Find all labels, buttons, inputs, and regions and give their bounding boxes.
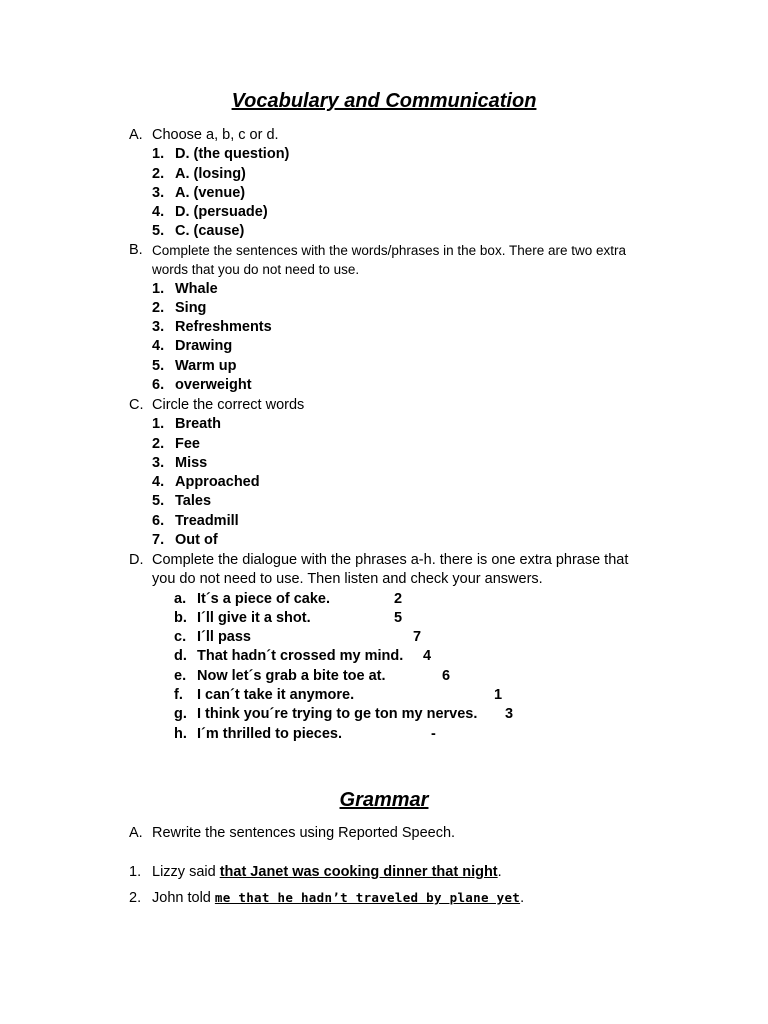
list-item: 4. Drawing xyxy=(152,338,233,355)
section-instruction: Complete the sentences with the words/phrases in the box. There are two extra words that you do not need to use. xyxy=(152,243,627,278)
list-item: 6. overweight xyxy=(152,377,252,394)
list-item: b. I´ll give it a shot. 5 xyxy=(129,609,689,628)
section-instruction: Circle the correct words xyxy=(152,397,305,413)
list-item: 5. Tales xyxy=(152,493,212,510)
list-item: a. It´s a piece of cake. 2 xyxy=(129,590,689,609)
written-answer: that Janet was cooking dinner that night xyxy=(219,864,498,880)
list-item: 2. Fee xyxy=(152,435,200,452)
answer-number: - xyxy=(431,725,436,742)
list-item: 1. Breath xyxy=(152,416,221,433)
section-letter: C. xyxy=(129,397,144,413)
vocabulary-title: Vocabulary and Communication xyxy=(231,90,537,112)
list-item: g. I think you´re trying to ge ton my nerves. 3 xyxy=(129,705,689,724)
grammar-title: Grammar xyxy=(339,789,429,811)
answer-number: 1 xyxy=(494,687,503,704)
list-item: e. Now let´s grab a bite toe at. 6 xyxy=(129,667,689,686)
section-instruction: Rewrite the sentences using Reported Speech. xyxy=(152,825,456,841)
answer-list xyxy=(129,280,689,396)
answer-number: 3 xyxy=(505,706,514,723)
list-item: 5. Warm up xyxy=(152,357,237,374)
section-letter: A. xyxy=(129,127,143,143)
answer-number: 7 xyxy=(413,629,422,646)
vocab-section-d xyxy=(129,551,689,744)
answer-number: 5 xyxy=(394,609,403,626)
vocab-section-b xyxy=(129,241,689,395)
list-item: 1. D. (the question) xyxy=(152,146,290,163)
written-answer: me that he hadn’t traveled by plane yet xyxy=(214,890,521,905)
section-instruction: Choose a, b, c or d. xyxy=(152,127,279,143)
list-item: d. That hadn´t crossed my mind. 4 xyxy=(129,647,689,666)
section-letter: B. xyxy=(129,242,143,258)
dialogue-phrase-list xyxy=(129,590,689,744)
section-instruction: Complete the dialogue with the phrases a-h. there is one extra phrase that you do not need to use. Then listen and check your answers. xyxy=(152,552,629,588)
list-item: h. I´m thrilled to pieces. - xyxy=(129,725,689,744)
grammar-section-a xyxy=(129,824,689,843)
list-item: 2. Sing xyxy=(152,299,207,316)
list-item: 3. Miss xyxy=(152,454,208,471)
list-item: 4. D. (persuade) xyxy=(152,204,268,221)
answer-number: 4 xyxy=(423,648,432,665)
section-letter: D. xyxy=(129,552,144,568)
answer-number: 6 xyxy=(442,667,451,684)
answer-number: 2 xyxy=(394,590,403,607)
worksheet-page: Vocabulary and Communication A. Choose a, b, c or d. 1. D. (the question) 2. A. (losing) 3. A. (venue) 4. D. (persuade) 5. C. (cause) B. Complete the sentences with the words/phrases in the box. There are two extra words that you do not need to use. 1. Whale 2. Sing 3. Refreshments 4. Drawing 5. Warm up 6. overweight C. Circle the correct words 1. Breath 2. Fee 3. Miss 4. Approached 5. Tales 6. Treadmill 7. Out of D. Complete the dialogue with the phrases a-h. there is one extra phrase that you do not need to use. Then listen and check your answers. a. It´s a piece of cake. 2 b. I´ll give it a shot. 5 c. I´ll pass 7 d. That hadn´t crossed my mind. 4 e. Now let´s grab a bite toe at. 6 f. I can´t take it anymore. 1 g. I think you´re trying to ge ton my nerves. 3 h. I´m thrilled to pieces. - Grammar A. Rewrite the sentences using Reported Speech. 1. Lizzy said that Janet was cooking dinner that night. 2. John told me that he hadn’t traveled by plane yet. xyxy=(0,0,768,1024)
list-item: 7. Out of xyxy=(152,532,218,549)
section-letter: A. xyxy=(129,825,143,841)
list-item: 1. Whale xyxy=(152,280,218,297)
list-item: 3. A. (venue) xyxy=(152,184,246,201)
list-item: f. I can´t take it anymore. 1 xyxy=(129,686,689,705)
list-item: c. I´ll pass 7 xyxy=(129,628,689,647)
list-item: 5. C. (cause) xyxy=(152,223,245,240)
list-item: 2. A. (losing) xyxy=(152,165,246,182)
list-item: 3. Refreshments xyxy=(152,319,272,336)
list-item: 4. Approached xyxy=(152,474,260,491)
list-item: 6. Treadmill xyxy=(152,512,239,529)
answer-list xyxy=(129,145,689,241)
vocab-section-a xyxy=(129,126,689,242)
vocab-section-c xyxy=(129,396,689,550)
answer-list xyxy=(129,415,689,550)
